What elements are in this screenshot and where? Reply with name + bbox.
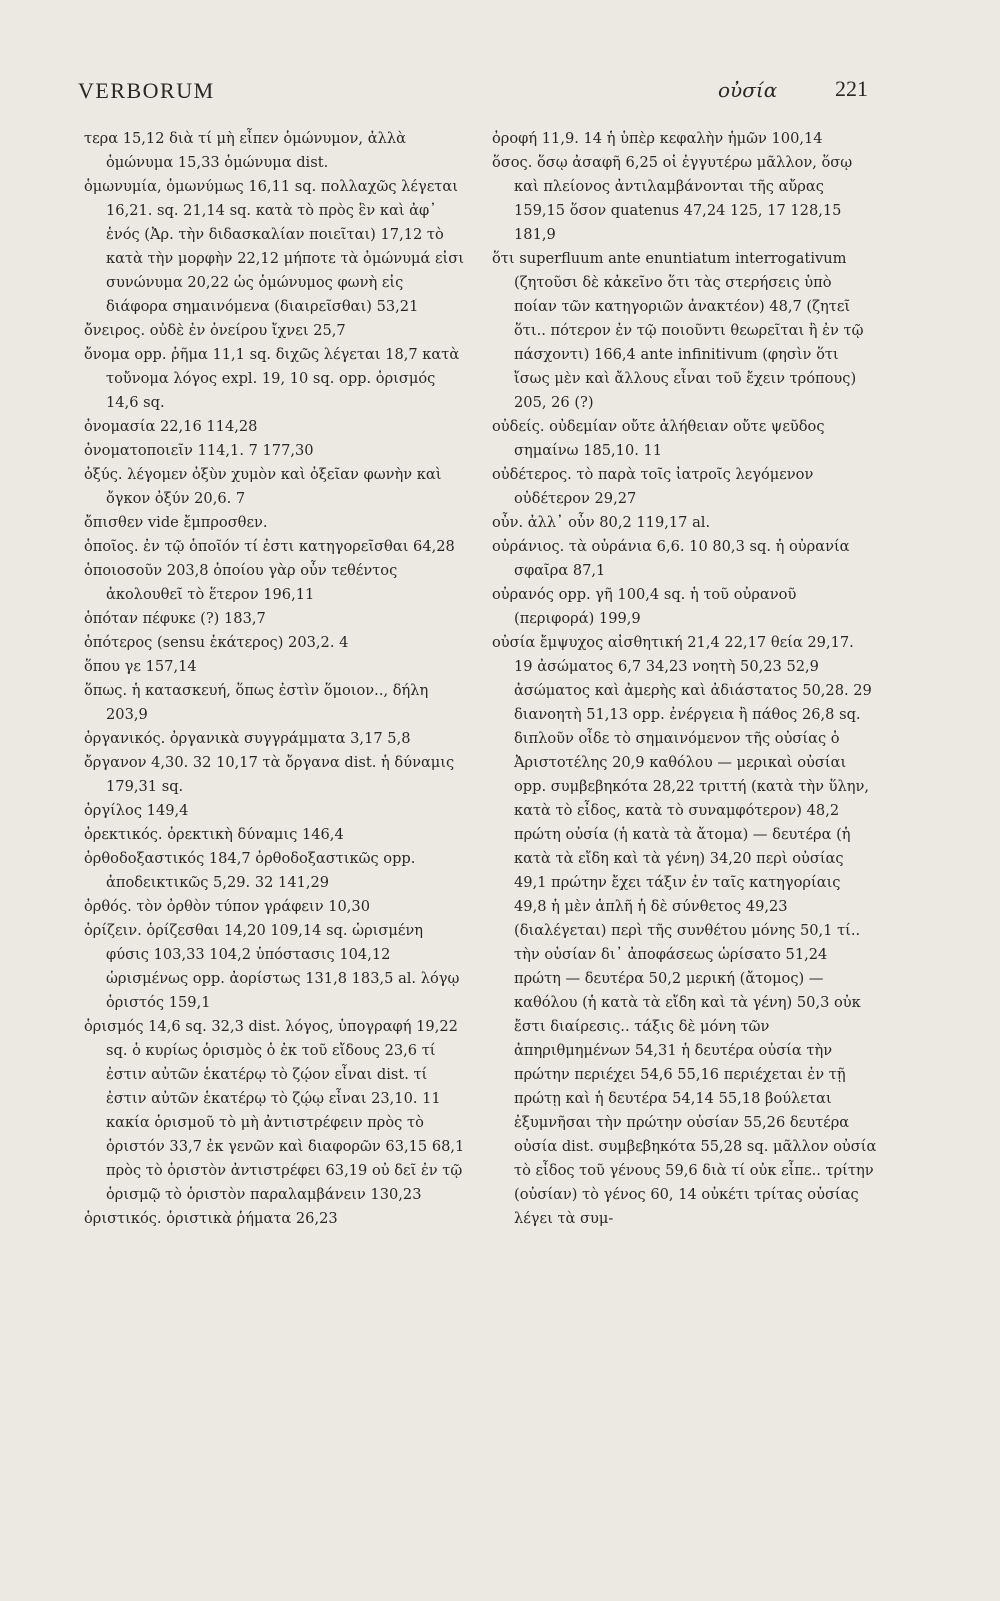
catchword: οὐσία <box>718 78 778 102</box>
index-entry: ὀργίλος 149,4 <box>84 802 189 819</box>
page-header <box>78 72 868 112</box>
index-entry: ὀρθός. τὸν ὀρθὸν τύπον γράφειν 10,30 <box>84 898 370 915</box>
index-entry: ὅπου γε 157,14 <box>84 658 197 675</box>
index-entry: οὐδείς. οὐδεμίαν οὔτε ἀλήθειαν οὔτε ψεῦδος σημαίνω 185,10. 11 <box>492 418 825 459</box>
index-entry: ὁρισμός 14,6 sq. 32,3 dist. λόγος, ὑπογραφή 19,22 sq. ὁ κυρίως ὁρισμὸς ὁ ἐκ τοῦ εἴδους 23,6 τί ἐστιν αὐτῶν ἑκατέρῳ τὸ ζῴον εἶναι dist. τί ἐστιν αὐτῶν ἑκατέρῳ τὸ ζῴῳ εἶναι 23,10. 11 κακία ὁρισμοῦ τὸ μὴ ἀντιστρέφειν πρὸς τὸ ὁριστόν 33,7 ἐκ γενῶν καὶ διαφορῶν 63,15 68,1 πρὸς τὸ ὁριστὸν ἀντιστρέφει 63,19 οὐ δεῖ ἐν τῷ ὁρισμῷ τὸ ὁριστὸν παραλαμβάνειν 130,23 <box>84 1018 465 1203</box>
index-entry: ὀνοματοποιεῖν 114,1. 7 177,30 <box>84 442 314 459</box>
index-entry: οὐράνιος. τὰ οὐράνια 6,6. 10 80,3 sq. ἡ οὐρανία σφαῖρα 87,1 <box>492 538 850 579</box>
running-head: VERBORUM <box>78 78 215 103</box>
index-entry: ὀξύς. λέγομεν ὀξὺν χυμὸν καὶ ὀξεῖαν φωνὴν καὶ ὄγκον ὀξύν 20,6. 7 <box>84 466 442 507</box>
index-entry: ὀργανικός. ὀργανικὰ συγγράμματα 3,17 5,8 <box>84 730 411 747</box>
index-entry: ὁπόταν πέφυκε (?) 183,7 <box>84 610 266 627</box>
index-entry: ὁποῖος. ἐν τῷ ὁποῖόν τί ἐστι κατηγορεῖσθαι 64,28 <box>84 538 455 555</box>
index-entry: ὄνομα opp. ῥῆμα 11,1 sq. διχῶς λέγεται 18,7 κατὰ τοὔνομα λόγος expl. 19, 10 sq. opp. ὁρισμός 14,6 sq. <box>84 346 460 411</box>
index-entry: οὖν. ἀλλ᾿ οὖν 80,2 119,17 al. <box>492 514 711 531</box>
index-entry: ὁρίζειν. ὁρίζεσθαι 14,20 109,14 sq. ὡρισμένη φύσις 103,33 104,2 ὑπόστασις 104,12 ὡρισμένως opp. ἀορίστως 131,8 183,5 al. λόγῳ ὁριστός 159,1 <box>84 922 460 1011</box>
index-entry: τερα 15,12 διὰ τί μὴ εἶπεν ὁμώνυμον, ἀλλὰ ὁμώνυμα 15,33 ὁμώνυμα dist. <box>84 130 406 171</box>
index-entry: ὀρθοδοξαστικός 184,7 ὀρθοδοξαστικῶς opp. ἀποδεικτικῶς 5,29. 32 141,29 <box>84 850 416 891</box>
index-entry: ὅτι superfluum ante enuntiatum interrogativum (ζητοῦσι δὲ κἀκεῖνο ὅτι τὰς στερήσεις ὑπὸ ποίαν τῶν κατηγοριῶν ἀνακτέον) 48,7 (ζητεῖ ὅτι.. πότερον ἐν τῷ ποιοῦντι θεωρεῖται ἢ ἐν τῷ πάσχοντι) 166,4 ante infinitivum (φησὶν ὅτι ἴσως μὲν καὶ ἄλλους εἶναι τοῦ ἔχειν τρόπους) 205, 26 (?) <box>492 250 864 411</box>
index-entry: ὄνειρος. οὐδὲ ἐν ὀνείρου ἴχνει 25,7 <box>84 322 346 339</box>
index-entry: ὀρεκτικός. ὀρεκτικὴ δύναμις 146,4 <box>84 826 344 843</box>
index-entry: ὀνομασία 22,16 114,28 <box>84 418 258 435</box>
index-entry: ὅσος. ὅσῳ ἀσαφῆ 6,25 οἱ ἐγγυτέρω μᾶλλον, ὅσῳ καὶ πλείονος ἀντιλαμβάνονται τῆς αὔρας 159,15 ὅσον quatenus 47,24 125, 17 128,15 181,9 <box>492 154 853 243</box>
page-number: 221 <box>835 76 868 101</box>
index-column-left <box>84 127 469 1231</box>
index-entry: οὐσία ἔμψυχος αἰσθητική 21,4 22,17 θεία 29,17. 19 ἀσώματος 6,7 34,23 νοητὴ 50,23 52,9 ἀσώματος καὶ ἀμερὴς καὶ ἀδιάστατος 50,28. 29 διανοητὴ 51,13 opp. ἐνέργεια ἢ πάθος 26,8 sq. διπλοῦν οἶδε τὸ σημαινόμενον τῆς οὐσίας ὁ Ἀριστοτέλης 20,9 καθόλου — μερικαὶ οὐσίαι opp. συμβεβηκότα 28,22 τριττή (κατὰ τὴν ὕλην, κατὰ τὸ εἶδος, κατὰ τὸ συναμφότερον) 48,2 πρώτη οὐσία (ἡ κατὰ τὰ ἄτομα) — δευτέρα (ἡ κατὰ τὰ εἴδη καὶ τὰ γένη) 34,20 περὶ οὐσίας 49,1 πρώτην ἔχει τάξιν ἐν ταῖς κατηγορίαις 49,8 ἡ μὲν ἁπλῆ ἡ δὲ σύνθετος 49,23 (διαλέγεται) περὶ τῆς συνθέτου μόνης 50,1 τί.. τὴν οὐσίαν δι᾿ ἀποφάσεως ὡρίσατο 51,24 πρώτη — δευτέρα 50,2 μερική (ἄτομος) — καθόλου (ἡ κατὰ τὰ εἴδη καὶ τὰ γένη) 50,3 οὐκ ἔστι διαίρεσις.. τάξις δὲ μόνη τῶν ἀπηριθμημένων 54,31 ἡ δευτέρα οὐσία τὴν πρώτην περιέχει 54,6 55,16 περιέχεται ἐν τῇ πρώτῃ καὶ ἡ δευτέρα 54,14 55,18 βούλεται ἐξυμνῆσαι τὴν πρώτην οὐσίαν 55,26 δευτέρα οὐσία dist. συμβεβηκότα 55,28 sq. μᾶλλον οὐσία τὸ εἶδος τοῦ γένους 59,6 διὰ τί οὐκ εἶπε.. τρίτην (οὐσίαν) τὸ γένος 60, 14 οὐκέτι τρίτας οὐσίας λέγει τὰ συμ- <box>492 634 877 1227</box>
index-entry: ὁπότερος (sensu ἑκάτερος) 203,2. 4 <box>84 634 349 651</box>
index-entry: ὅπως. ἡ κατασκευή, ὅπως ἐστὶν ὅμοιον.., δήλη 203,9 <box>84 682 429 723</box>
index-entry: οὐρανός opp. γῆ 100,4 sq. ἡ τοῦ οὐρανοῦ (περιφορά) 199,9 <box>492 586 797 627</box>
index-column-right <box>492 127 877 1231</box>
index-entry: ὄργανον 4,30. 32 10,17 τὰ ὄργανα dist. ἡ δύναμις 179,31 sq. <box>84 754 455 795</box>
index-entry: ὀροφή 11,9. 14 ἡ ὑπὲρ κεφαλὴν ἡμῶν 100,14 <box>492 130 823 147</box>
index-entry: ὁμωνυμία, ὁμωνύμως 16,11 sq. πολλαχῶς λέγεται 16,21. sq. 21,14 sq. κατὰ τὸ πρὸς ἓν καὶ ἀφ᾿ ἑνός (Ἀρ. τὴν διδασκαλίαν ποιεῖται) 17,12 τὸ κατὰ τὴν μορφὴν 22,12 μήποτε τὰ ὁμώνυμά εἰσι συνώνυμα 20,22 ὡς ὁμώνυμος φωνὴ εἰς διάφορα σημαινόμενα (διαιρεῖσθαι) 53,21 <box>84 178 464 315</box>
index-entry: ὄπισθεν vide ἔμπροσθεν. <box>84 514 268 531</box>
index-entry: οὐδέτερος. τὸ παρὰ τοῖς ἰατροῖς λεγόμενον οὐδέτερον 29,27 <box>492 466 814 507</box>
index-entry: ὁριστικός. ὁριστικὰ ῥήματα 26,23 <box>84 1210 338 1227</box>
index-entry: ὁποιοσοῦν 203,8 ὁποίου γὰρ οὖν τεθέντος ἀκολουθεῖ τὸ ἕτερον 196,11 <box>84 562 398 603</box>
